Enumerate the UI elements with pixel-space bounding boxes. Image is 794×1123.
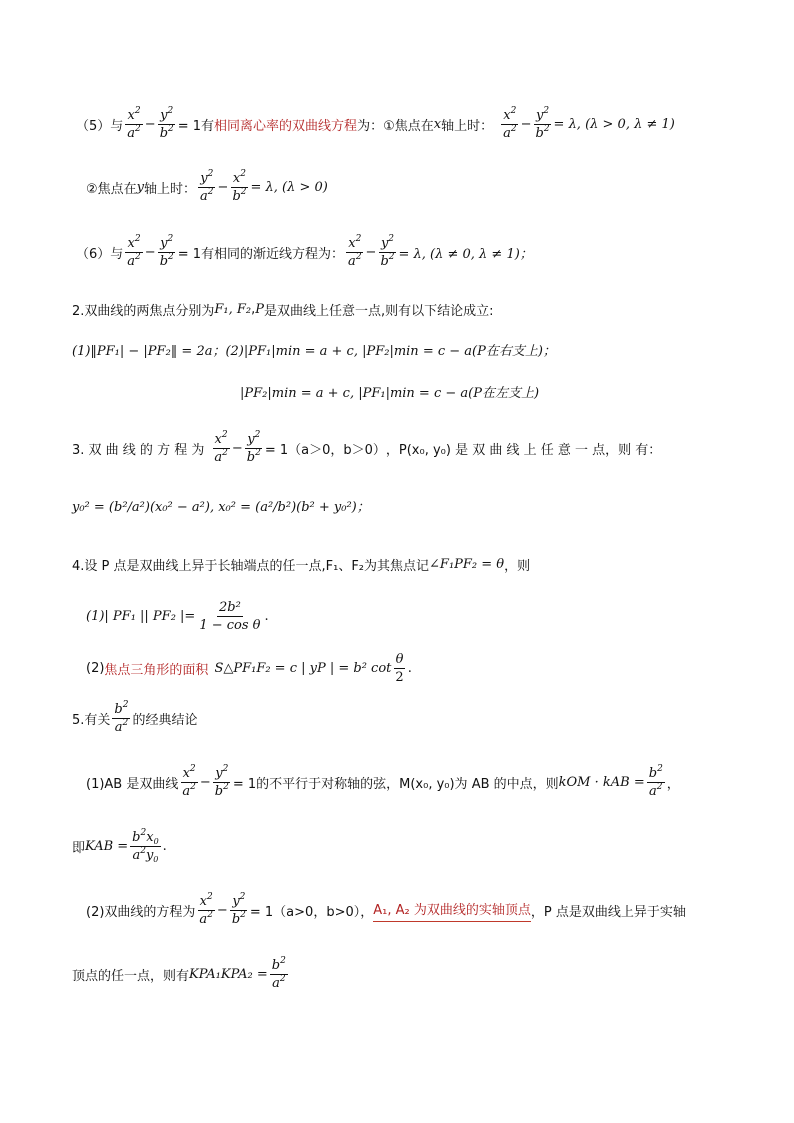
s5-prefix: （5）与 [76,119,124,134]
s5b-title-suffix: 的经典结论 [132,713,198,728]
s2-text-b: , [251,302,256,317]
s2-text-c: 是双曲线上任意一点,则有以下结论成立: [264,304,494,319]
s5b-p2-tail: ，P 点是双曲线上异于实轴 [530,905,686,920]
s5b-p2-line2: 顶点的任一点，则有 [72,969,190,984]
s5b-p1-line2-prefix: 即 [72,841,86,856]
frac-x2-a2-s6: $x^2$ $a^2$ [127,234,141,269]
s5b-p2-prefix: (2)双曲线的方程为 [86,905,196,920]
frac-y2-a2: $y^2$ $a^2$ [200,169,214,204]
s3-prefix: 3. 双 曲 线 的 方 程 为 [72,443,205,458]
frac-b2-a2-p2: $\frac{b^2}{a^2}$ [271,956,286,991]
s5-on-axis: 轴上时： [441,119,494,134]
s2-result1 [72,340,556,359]
s5b-p1-k: kOM · kAB = [558,775,645,790]
s3-line: 3. 双 曲 线 的 方 程 为 $x^2$ $a^2$ − $\frac{y^2}{b^2}$ = 1（a＞0，b＞0） ，P(x₀, y₀) 是 双 曲 线 上 任 意 一 点，则 有： [72,430,662,465]
frac-x2-a2-s3: $x^2$ $a^2$ [214,430,228,465]
s5b-title [72,702,197,735]
s6-line: （6）与 $x^2$ $a^2$ − $\frac{y^2}{b^2}$ = 1有相同的渐近线方程为： $x^2$ $a^2$ − $\frac{y^2}{b^2}$ = λ, (λ ≠ 0, λ ≠ 1)； [76,234,533,269]
s4-item2-formula: S△PF₁F₂ = c | yP | = b² cot [214,661,392,676]
frac-x2-a2-p2: $x^2$ $a^2$ [199,892,213,927]
s5b-p2-k: KPA₁KPA₂ = [189,967,268,982]
s4-item1: (1)| PF₁ || PF₂ |= $\frac{\text{2b²}}{\text{1 − cos θ}}$ . [86,600,269,633]
frac-y2-b2-s6b: $\frac{y^2}{b^2}$ [380,234,395,269]
frac-y2-b2-b: $\frac{y^2}{b^2}$ [535,106,550,141]
s5b-p1-mid: = 1的不平行于对称轴的弦，M(x₀, y₀)为 AB 的中点，则 [232,777,559,792]
frac-b2-a2-title: $b^2$ $a^2$ [114,700,129,735]
s5-eq-tail: = 1有 [177,119,215,134]
frac-x2-a2-b: $x^2$ $a^2$ [503,106,517,141]
s5b-p2: (2)双曲线的方程为 $x^2$ $a^2$ − $\frac{y^2}{b^2}$ = 1（a>0，b>0）， A₁, A₂ 为双曲线的实轴顶点 ，P 点是双曲线上异于实轴 [86,892,686,927]
frac-x2-b2: $\frac{x^2}{b^2}$ [232,169,247,204]
s6-prefix: （6）与 [76,247,124,262]
s2-p: P [255,302,265,317]
s5b-p2-underlined: A₁, A₂ 为双曲线的实轴顶点 [373,899,531,922]
s5b-p2-mid: = 1（a>0，b>0）， [249,905,374,920]
s2-text-a: 2.双曲线的两焦点分别为 [72,304,215,319]
frac-b2-a2-p1: $\frac{b^2}{a^2}$ [648,764,663,799]
s4-item1-den: 1 − cos θ [199,618,261,633]
s4-item1-prefix: (1)| PF₁ || PF₂ |= [86,609,196,624]
s5b-p1-line2-k: KAB = [85,839,129,854]
s5b-title-prefix: 5.有关 [72,713,111,728]
frac-y2-b2-s3: $\frac{y^2}{b^2}$ [246,430,261,465]
s4-tail: ，则 [504,559,531,574]
s5-axis-y: y [136,180,145,195]
s2-r2: |PF₂|min = a + c, |PF₁|min = c − a(P在左支上) [240,386,540,401]
s4-item2-prefix: (2) [86,661,105,676]
s6-mid: = 1有相同的渐近线方程为： [177,247,345,262]
s5b-p1: (1)AB 是双曲线 $x^2$ $a^2$ − $\frac{y^2}{b^2}$ = 1的不平行于对称轴的弦，M(x₀, y₀)为 AB 的中点，则 kOM · kAB = $\frac{b^2}{a^2}$ ， [86,764,680,799]
s4-item1-frac [197,600,262,633]
s4-line [72,555,530,574]
s2-result2 [240,382,539,401]
s5-cond-y: = λ, (λ > 0) [250,180,328,195]
s6-cond: = λ, (λ ≠ 0, λ ≠ 1)； [398,247,533,262]
s5-mid: 为：①焦点在 [357,119,434,134]
s3-eq-tail: = 1（a＞0，b＞0） [264,443,386,458]
frac-y2-b2-p2: $\frac{y^2}{b^2}$ [231,892,246,927]
frac-x2-a2-p1: $x^2$ $a^2$ [182,764,196,799]
s5-line2: ②焦点在 y 轴上时： $y^2$ $a^2$ − $\frac{x^2}{b^2}$ = λ, (λ > 0) [86,169,328,204]
frac-y2-b2-p1: $\frac{y^2}{b^2}$ [214,764,229,799]
s5-axis-x: x [433,117,442,132]
frac-x2-a2-s6b: $x^2$ $a^2$ [348,234,362,269]
s5-line2-prefix: ②焦点在 [86,182,137,197]
frac-y2-b2-s6: $\frac{y^2}{b^2}$ [159,234,174,269]
s5b-p2-line2 [72,958,290,991]
s3-formula-line [72,496,370,515]
s5-line1: （5）与 $x^2$ $a^2$ − $\frac{y^2}{b^2}$ = 1有 相同离心率的双曲线方程 为：①焦点在 x 轴上时： $x^2$ $a^2$ − $\frac{y^2}{b^2}$ = λ, (λ > 0, λ ≠ 1) [76,106,675,141]
frac-y2-b2: $\frac{y^2}{b^2}$ [159,106,174,141]
s3-mid: ，P(x₀, y₀) 是 双 曲 线 上 任 意 一 点，则 有： [385,443,662,458]
frac-theta-2: θ 2 [395,652,404,685]
s4-item2: (2) 焦点三角形的面积 S△PF₁F₂ = c | yP | = b² cot θ 2 . [86,652,412,685]
s4-item2-red: 焦点三角形的面积 [104,663,209,678]
s5b-p1-end: ， [666,777,680,792]
s5-red-text: 相同离心率的双曲线方程 [214,119,358,134]
s5b-p1-prefix: (1)AB 是双曲线 [86,777,179,792]
s2-foci: F₁, F₂ [214,302,252,317]
s4-angle: ∠F₁PF₂ = θ [429,557,505,572]
frac-b2x0-a2y0: $\frac{b^2x_0}{a^2y_0}$ [132,828,159,864]
s2-heading [72,300,494,319]
frac-x2-a2: $x^2$ $a^2$ [127,106,141,141]
s3-formula: y₀² = (b²/a²)(x₀² − a²), x₀² = (a²/b²)(b² + y₀²)； [72,500,370,515]
s4-text: 4.设 P 点是双曲线上异于长轴端点的任一点,F₁、F₂为其焦点记 [72,559,430,574]
s5b-p1-line2: 即 KAB = $\frac{b^2x_0}{a^2y_0}$ . [72,828,167,864]
s4-item1-num: 2b² [219,600,241,615]
s5-cond-x: = λ, (λ > 0, λ ≠ 1) [553,117,675,132]
s5-on-axis-2: 轴上时： [144,182,197,197]
s2-r1: (1)‖PF₁| − |PF₂‖ = 2a；(2)|PF₁|min = a + c, |PF₂|min = c − a(P在右支上)； [72,344,556,359]
